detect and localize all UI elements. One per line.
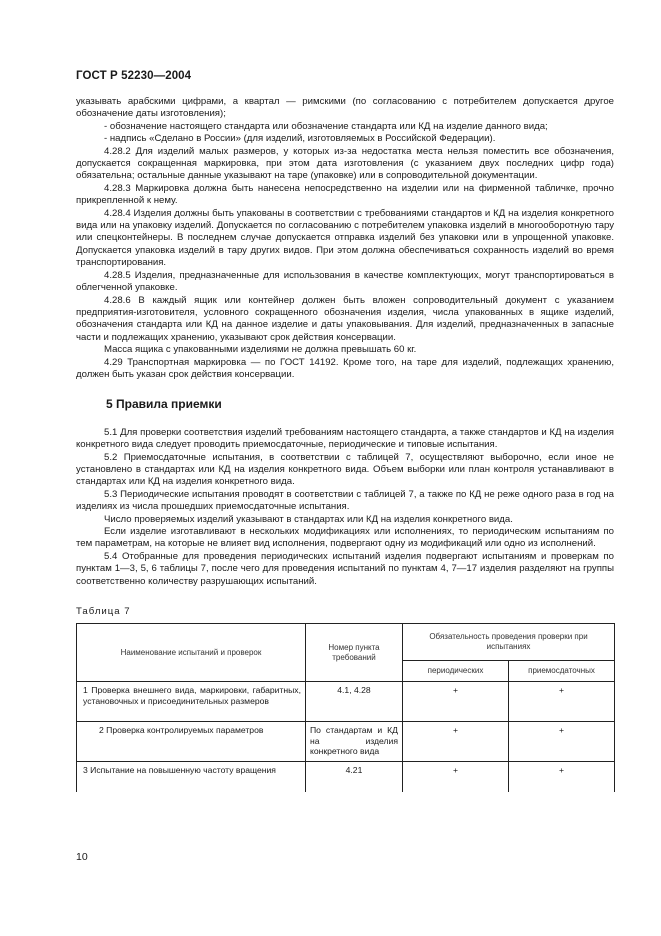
paragraph: Масса ящика с упакованными изделиями не должна превышать 60 кг. [104, 344, 417, 356]
document-body [76, 96, 614, 792]
paragraph: - обозначение настоящего стандарта или обозначение стандарта или КД на изделие данного вида; [104, 120, 548, 132]
header-acceptance: приемосдаточных [509, 661, 615, 682]
paragraph: указывать арабскими цифрами, а квартал — римскими (по согласованию с потребителем допускается другое обозначение даты изготовления); [76, 96, 614, 120]
paragraph: 4.28.5 Изделия, предназначенные для использования в качестве комплектующих, могут транспортироваться в облегченной упаковке. [76, 269, 614, 294]
paragraph: 5.3 Периодические испытания проводят в соответствии с таблицей 7, а также по КД не реже одного раза в год на изделиях из числа прошедших приемосдаточные испытания. [76, 488, 614, 513]
row-periodic: + [403, 682, 509, 722]
tests-table [76, 623, 615, 792]
paragraph: 5.4 Отобранные для проведения периодических испытаний изделия подвергают испытаниям и проверкам по пунктам 1—3, 5, 6 таблицы 7, после чего для проведения испытаний по пунктам 4, 7—17 изделия разделяют на группы соответственно количеству разрушающих испытаний. [76, 550, 614, 587]
row-clause: 4.1, 4.28 [306, 682, 403, 722]
table-row [77, 682, 615, 722]
paragraph: 4.28.2 Для изделий малых размеров, у которых из-за недостатка места нельзя поместить все обозначения, допускается сокращенная маркировка, при этом дата изготовления (с указанием двух последних цифр года) обязательна; остальные данные указывают на таре (упаковке) или в сопроводительной документации. [76, 145, 614, 182]
row-acceptance: + [509, 722, 615, 762]
header-name: Наименование испытаний и проверок [77, 624, 306, 682]
paragraph: 5.1 Для проверки соответствия изделий требованиям настоящего стандарта, а также стандартов и КД на изделия конкретного вида следует проводить приемосдаточные, периодические и типовые испытания. [76, 426, 614, 451]
header-mandatory: Обязательность проведения проверки при испытаниях [403, 624, 615, 661]
paragraph: - надпись «Сделано в России» (для изделий, изготовляемых в Российской Федерации). [104, 133, 496, 145]
page-number: 10 [76, 851, 88, 863]
top-paragraphs [76, 96, 614, 381]
table-row [77, 722, 615, 762]
section-title: 5 Правила приемки [106, 397, 222, 412]
row-name: 2 Проверка контролируемых параметров [77, 722, 306, 762]
table-caption: Таблица 7 [76, 606, 131, 618]
header-periodic: периодических [403, 661, 509, 682]
row-name: 1 Проверка внешнего вида, маркировки, габаритных, установочных и присоединительных размеров [77, 682, 306, 722]
paragraph: 4.29 Транспортная маркировка — по ГОСТ 14192. Кроме того, на таре для изделий, подлежащих хранению, должен быть указан срок действия консервации. [76, 356, 614, 380]
row-name: 3 Испытание на повышенную частоту вращения [77, 762, 306, 792]
row-acceptance: + [509, 682, 615, 722]
row-periodic: + [403, 722, 509, 762]
row-clause: 4.21 [306, 762, 403, 792]
paragraph: 5.2 Приемосдаточные испытания, в соответствии с таблицей 7, осуществляют выборочно, если иное не установлено в стандартах или КД на изделия конкретного вида. Объем выборки или план контроля устанавливают в стандартах или КД на изделия конкретного вида. [76, 451, 614, 488]
paragraph: 4.28.6 В каждый ящик или контейнер должен быть вложен сопроводительный документ с указанием предприятия-изготовителя, условного сокращенного обозначения изделия, числа упакованных в ящике изделий, обозначения стандарта или КД на данное изделие и даты упаковывания. Для изделий, предназначенных в запасные части и подлежащих хранению, указывают срок действия консервации. [76, 294, 614, 343]
paragraph: 4.28.3 Маркировка должна быть нанесена непосредственно на изделии или на фирменной табличке, прочно прикрепленной к нему. [76, 182, 614, 207]
section-paragraphs [76, 427, 614, 588]
paragraph: Если изделие изготавливают в нескольких модификациях или исполнениях, то периодическим испытаниям по тем параметрам, на которые не влияет вид исполнения, подвергают одну из модификаций или одно из исполнений. [76, 526, 614, 550]
row-acceptance: + [509, 762, 615, 792]
row-clause: По стандартам и КД на изделия конкретного вида [306, 722, 403, 762]
paragraph: 4.28.4 Изделия должны быть упакованы в соответствии с требованиями стандартов и КД на изделия конкретного вида или на упаковку изделий. Допускается по согласованию с потребителем упаковка изделий в многооборотную тару или спецконтейнеры. В последнем случае допускается отправка изделий без упаковки или в упрощенной упаковке. Допускается упаковка изделий в тару других видов. При этом должна обеспечиваться сохранность изделий во время транспортирования. [76, 207, 614, 269]
page-header-title: ГОСТ Р 52230—2004 [76, 70, 192, 82]
table-row [77, 762, 615, 792]
row-periodic: + [403, 762, 509, 792]
paragraph: Число проверяемых изделий указывают в стандартах или КД на изделия конкретного вида. [104, 513, 513, 525]
header-clause: Номер пункта требований [306, 624, 403, 682]
